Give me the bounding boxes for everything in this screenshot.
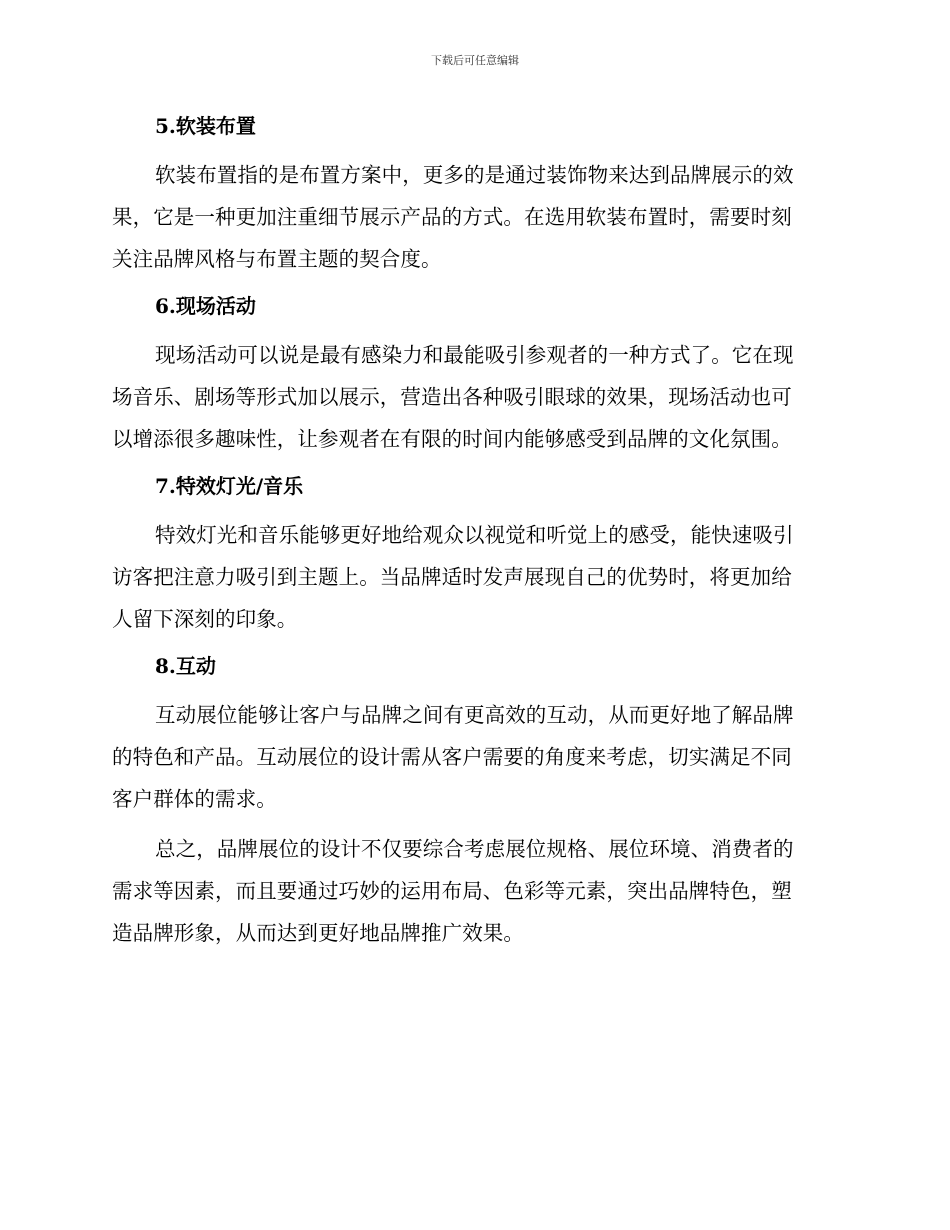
paragraph-conclusion [112, 828, 830, 954]
paragraph-line: 人留下深刻的印象。 [112, 607, 298, 631]
paragraph-line: 软装布置指的是布置方案中，更多的是通过装饰物来达到品牌展示的效 [155, 163, 794, 187]
section-heading-interaction: 8.互动 [155, 654, 216, 678]
paragraph-line: 的特色和产品。互动展位的设计需从客户需要的角度来考虑，切实满足不同 [112, 745, 792, 769]
paragraph-interaction [112, 694, 830, 820]
paragraph-line: 以增添很多趣味性，让参观者在有限的时间内能够感受到品牌的文化氛围。 [112, 427, 792, 451]
paragraph-line: 特效灯光和音乐能够更好地给观众以视觉和听觉上的感受，能快速吸引 [155, 523, 794, 547]
paragraph-line: 果，它是一种更加注重细节展示产品的方式。在选用软装布置时，需要时刻 [112, 205, 792, 229]
paragraph-line: 需求等因素，而且要通过巧妙的运用布局、色彩等元素，突出品牌特色，塑 [112, 879, 792, 903]
paragraph-line: 访客把注意力吸引到主题上。当品牌适时发声展现自己的优势时，将更加给 [112, 565, 792, 589]
paragraph-line: 现场活动可以说是最有感染力和最能吸引参观者的一种方式了。它在现 [155, 343, 794, 367]
paragraph-soft-furnishing [112, 154, 830, 280]
paragraph-line: 客户群体的需求。 [112, 787, 277, 811]
document-body [112, 108, 830, 954]
paragraph-line: 关注品牌风格与布置主题的契合度。 [112, 247, 442, 271]
paragraph-line: 总之，品牌展位的设计不仅要综合考虑展位规格、展位环境、消费者的 [155, 837, 794, 861]
page-header: 下载后可任意编辑 [431, 54, 519, 67]
section-heading-lighting-music: 7.特效灯光/音乐 [155, 474, 304, 498]
paragraph-lighting-music [112, 514, 830, 640]
paragraph-line: 互动展位能够让客户与品牌之间有更高效的互动，从而更好地了解品牌 [155, 703, 794, 727]
paragraph-line: 造品牌形象，从而达到更好地品牌推广效果。 [112, 921, 524, 945]
section-heading-live-events: 6.现场活动 [155, 294, 256, 318]
paragraph-live-events [112, 334, 830, 460]
paragraph-line: 场音乐、剧场等形式加以展示，营造出各种吸引眼球的效果，现场活动也可 [112, 385, 792, 409]
section-heading-soft-furnishing: 5.软装布置 [155, 114, 256, 138]
